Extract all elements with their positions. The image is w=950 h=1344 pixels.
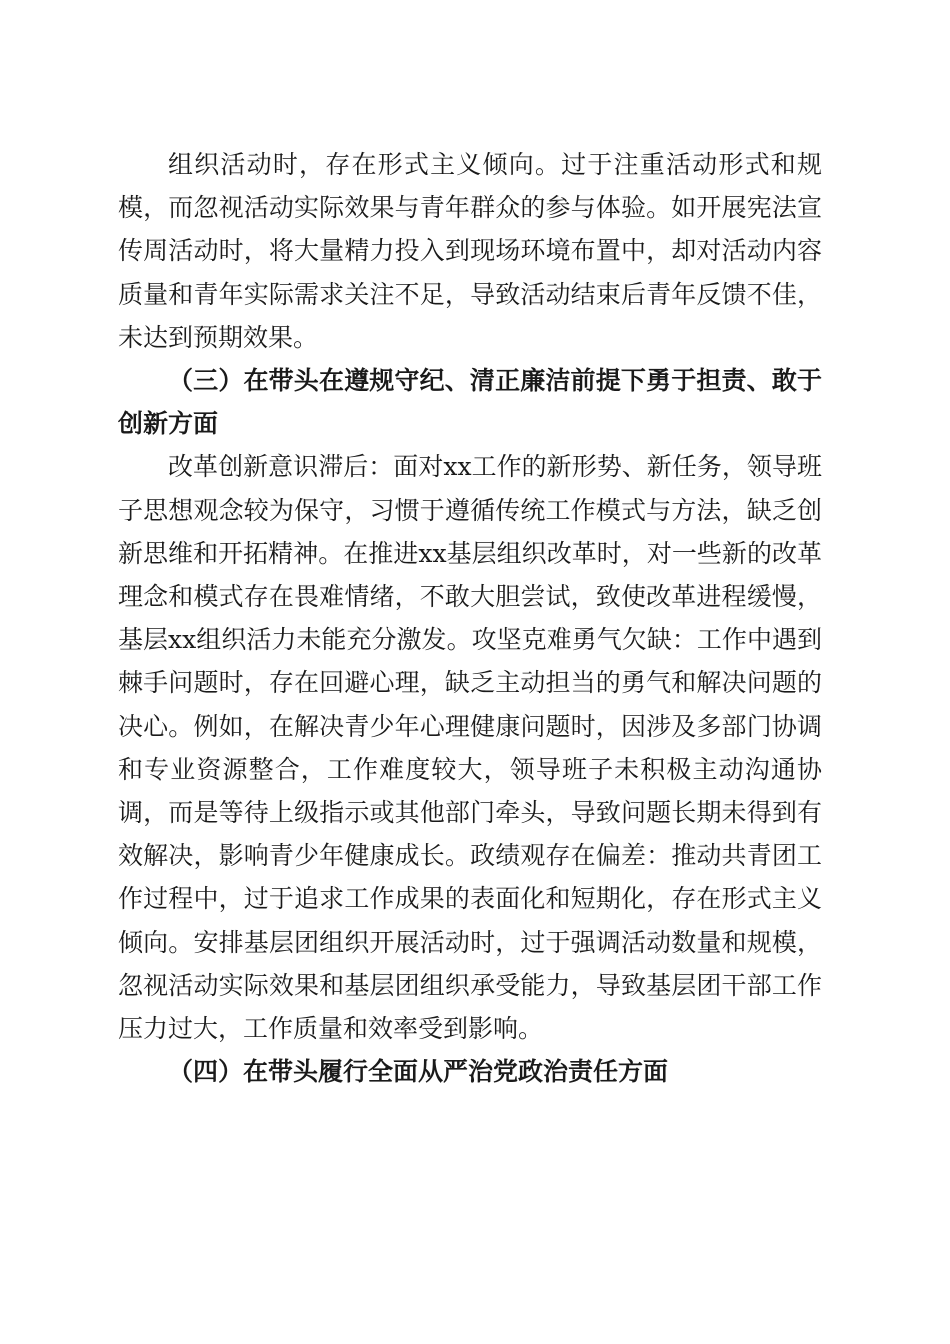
document-page	[118, 143, 822, 1093]
body-paragraph-1: 组织活动时，存在形式主义倾向。过于注重活动形式和规模，而忽视活动实际效果与青年群众的参与体验。如开展宪法宣传周活动时，将大量精力投入到现场环境布置中，却对活动内容质量和青年实际需求关注不足，导致活动结束后青年反馈不佳，未达到预期效果。	[118, 150, 822, 352]
section-heading-3: （三）在带头在遵规守纪、清正廉洁前提下勇于担责、敢于创新方面	[118, 366, 822, 439]
body-paragraph-2: 改革创新意识滞后：面对xx工作的新形势、新任务，领导班子思想观念较为保守，习惯于遵循传统工作模式与方法，缺乏创新思维和开拓精神。在推进xx基层组织改革时，对一些新的改革理念和模式存在畏难情绪，不敢大胆尝试，致使改革进程缓慢，基层xx组织活力未能充分激发。攻坚克难勇气欠缺：工作中遇到棘手问题时，存在回避心理，缺乏主动担当的勇气和解决问题的决心。例如，在解决青少年心理健康问题时，因涉及多部门协调和专业资源整合，工作难度较大，领导班子未积极主动沟通协调，而是等待上级指示或其他部门牵头，导致问题长期未得到有效解决，影响青少年健康成长。政绩观存在偏差：推动共青团工作过程中，过于追求工作成果的表面化和短期化，存在形式主义倾向。安排基层团组织开展活动时，过于强调活动数量和规模，忽视活动实际效果和基层团组织承受能力，导致基层团干部工作压力过大，工作质量和效率受到影响。	[118, 452, 822, 1044]
section-heading-4: （四）在带头履行全面从严治党政治责任方面	[168, 1057, 669, 1087]
